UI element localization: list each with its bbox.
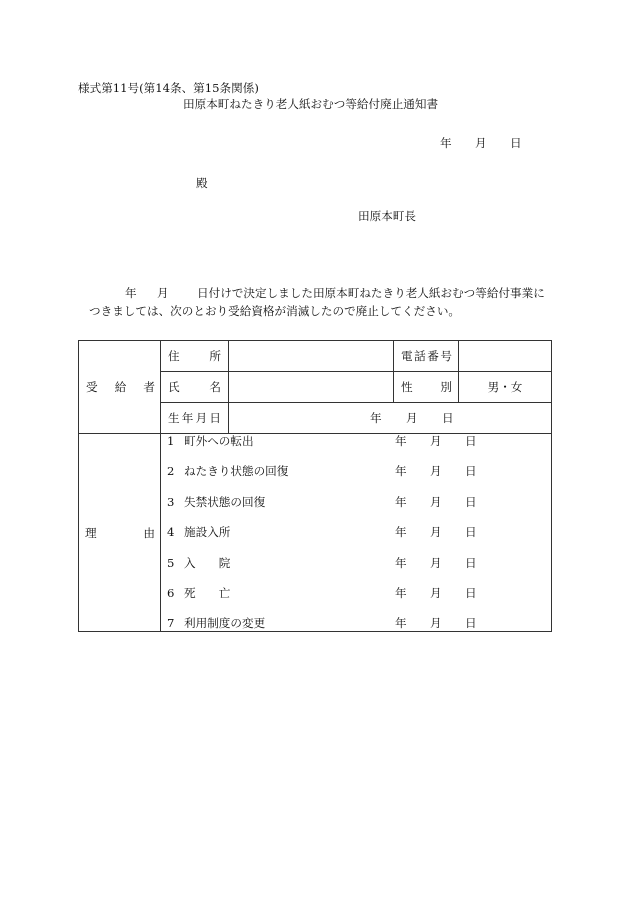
reason-date-day: 日 bbox=[465, 495, 477, 509]
label-char: 月 bbox=[195, 411, 208, 425]
recipient-label bbox=[79, 380, 160, 394]
label-char: 名 bbox=[209, 380, 221, 394]
birthdate-day: 日 bbox=[442, 411, 454, 425]
label-char: 給 bbox=[114, 380, 127, 394]
reason-item bbox=[161, 464, 551, 478]
body-line1: 日付けで決定しました田原本町ねたきり老人紙おむつ等給付事業に bbox=[197, 286, 545, 300]
label-char: 所 bbox=[209, 349, 221, 363]
label-char: 号 bbox=[440, 349, 452, 363]
reason-item bbox=[161, 495, 551, 509]
reason-date-year: 年 bbox=[395, 525, 407, 539]
label-char: 者 bbox=[143, 380, 155, 394]
reason-number: 1 bbox=[167, 434, 175, 448]
name-label bbox=[161, 380, 228, 394]
label-char: 理 bbox=[85, 525, 97, 540]
reason-date-month: 月 bbox=[430, 616, 442, 630]
reason-list bbox=[161, 434, 551, 631]
sex-options: 男・女 bbox=[487, 380, 523, 394]
reason-item bbox=[161, 525, 551, 539]
label-char: 別 bbox=[440, 380, 452, 394]
body-month: 月 bbox=[157, 286, 169, 300]
name-field bbox=[229, 372, 394, 403]
reason-date-month: 月 bbox=[430, 556, 442, 570]
reason-text: 利用制度の変更 bbox=[184, 616, 266, 630]
label-char: 番 bbox=[427, 349, 439, 363]
form-number: 様式第11号(第14条、第15条関係) bbox=[78, 81, 259, 95]
sex-options-cell bbox=[459, 372, 552, 403]
reason-date-day: 日 bbox=[465, 464, 477, 478]
reason-date-day: 日 bbox=[465, 434, 477, 448]
issue-date-year: 年 bbox=[440, 136, 452, 150]
label-char: 日 bbox=[209, 411, 221, 425]
reason-date-day: 日 bbox=[465, 616, 477, 630]
reason-item bbox=[161, 616, 551, 630]
name-label-cell bbox=[161, 372, 229, 403]
addressee-suffix: 殿 bbox=[196, 176, 208, 190]
reason-text: 失禁状態の回復 bbox=[184, 495, 266, 509]
reason-text: 町外への転出 bbox=[184, 434, 254, 448]
body-line2: つきましては、次のとおり受給資格が消滅したので廃止してください。 bbox=[89, 304, 461, 318]
reason-row bbox=[79, 434, 552, 632]
reason-label bbox=[79, 526, 160, 540]
recipient-label-cell bbox=[79, 341, 161, 434]
phone-label bbox=[394, 349, 458, 363]
reason-date-year: 年 bbox=[395, 586, 407, 600]
reason-date-year: 年 bbox=[395, 434, 407, 448]
reason-date-year: 年 bbox=[395, 464, 407, 478]
reason-date-day: 日 bbox=[465, 556, 477, 570]
reason-date-year: 年 bbox=[395, 616, 407, 630]
phone-field bbox=[459, 341, 552, 372]
reason-date-month: 月 bbox=[430, 464, 442, 478]
label-char: 生 bbox=[168, 411, 180, 425]
reason-number: 7 bbox=[167, 616, 175, 630]
label-char: 由 bbox=[143, 525, 155, 540]
label-char: 氏 bbox=[168, 380, 180, 394]
reason-date-month: 月 bbox=[430, 495, 442, 509]
reason-text: 施設入所 bbox=[184, 525, 231, 539]
issuer: 田原本町長 bbox=[358, 209, 416, 223]
sex-label bbox=[394, 380, 458, 394]
reason-text: 死 亡 bbox=[184, 586, 231, 600]
reason-date-month: 月 bbox=[430, 434, 442, 448]
reason-date-year: 年 bbox=[395, 556, 407, 570]
address-field bbox=[229, 341, 394, 372]
reason-number: 2 bbox=[167, 464, 175, 478]
reason-date-month: 月 bbox=[430, 586, 442, 600]
reason-item bbox=[161, 556, 551, 570]
document-title: 田原本町ねたきり老人紙おむつ等給付廃止通知書 bbox=[183, 97, 439, 111]
birthdate-month: 月 bbox=[406, 411, 418, 425]
birthdate-field bbox=[229, 403, 552, 434]
reasons-cell bbox=[161, 434, 552, 632]
issue-date-month: 月 bbox=[475, 136, 487, 150]
birthdate-label-cell bbox=[161, 403, 229, 434]
issue-date-day: 日 bbox=[510, 136, 522, 150]
body-year: 年 bbox=[125, 286, 137, 300]
reason-number: 6 bbox=[167, 586, 175, 600]
reason-number: 3 bbox=[167, 495, 175, 509]
reason-text: ねたきり状態の回復 bbox=[184, 464, 289, 478]
reason-number: 5 bbox=[167, 556, 175, 570]
reason-date-month: 月 bbox=[430, 525, 442, 539]
reason-date-day: 日 bbox=[465, 525, 477, 539]
notification-table bbox=[78, 340, 552, 632]
birthdate-label bbox=[161, 411, 228, 425]
label-char: 話 bbox=[414, 349, 426, 363]
address-label bbox=[161, 349, 228, 363]
reason-item bbox=[161, 434, 551, 448]
label-char: 受 bbox=[86, 380, 98, 394]
address-row bbox=[79, 341, 552, 372]
reason-item bbox=[161, 586, 551, 600]
birthdate-units bbox=[229, 411, 551, 425]
label-char: 電 bbox=[401, 349, 413, 363]
reason-text: 入 院 bbox=[184, 556, 231, 570]
label-char: 住 bbox=[168, 349, 180, 363]
address-label-cell bbox=[161, 341, 229, 372]
label-char: 年 bbox=[181, 411, 194, 425]
reason-label-cell bbox=[79, 434, 161, 632]
phone-label-cell bbox=[394, 341, 459, 372]
sex-label-cell bbox=[394, 372, 459, 403]
label-char: 性 bbox=[401, 380, 413, 394]
reason-date-year: 年 bbox=[395, 495, 407, 509]
reason-number: 4 bbox=[167, 525, 175, 539]
reason-date-day: 日 bbox=[465, 586, 477, 600]
birthdate-year: 年 bbox=[370, 411, 382, 425]
